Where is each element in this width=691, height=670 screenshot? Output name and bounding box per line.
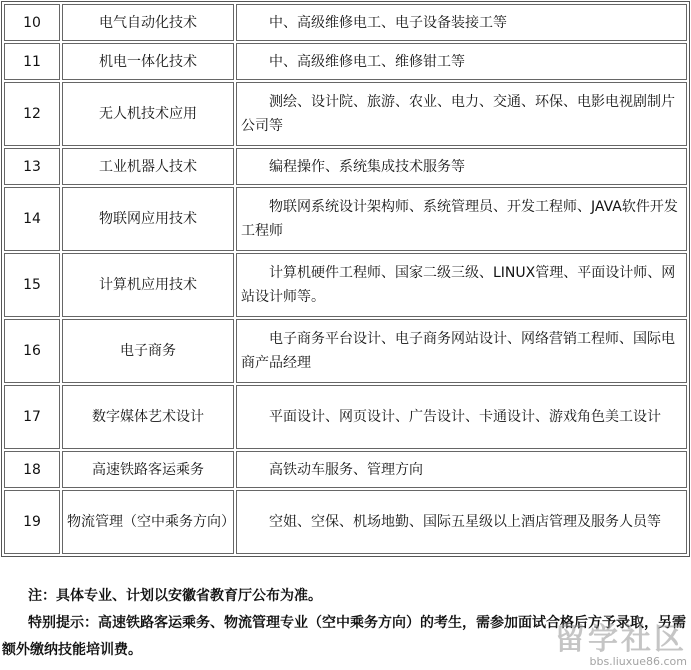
table-row [4,148,687,185]
table-row [4,319,687,383]
row-number: 11 [4,43,60,80]
row-number: 10 [4,4,60,41]
majors-table [1,1,690,557]
major-name: 工业机器人技术 [62,148,234,185]
career-cell [236,187,687,251]
career-text: 电子商务平台设计、电子商务网站设计、网络营销工程师、国际电商产品经理 [241,331,675,371]
row-number: 17 [4,385,60,449]
major-name: 物联网应用技术 [62,187,234,251]
row-number: 13 [4,148,60,185]
career-cell [236,148,687,185]
career-cell [236,43,687,80]
career-text: 测绘、设计院、旅游、农业、电力、交通、环保、电影电视剧制片公司等 [241,94,675,134]
table-row [4,82,687,146]
career-text: 中、高级维修电工、维修钳工等 [269,53,465,70]
row-number: 18 [4,451,60,488]
career-cell [236,4,687,41]
major-name: 无人机技术应用 [62,82,234,146]
career-cell [236,451,687,488]
watermark-logo: 留学社区 [555,622,687,657]
notes-section [2,583,691,664]
career-text: 物联网系统设计架构师、系统管理员、开发工程师、JAVA软件开发工程师 [241,199,678,239]
major-name: 数字媒体艺术设计 [62,385,234,449]
row-number: 14 [4,187,60,251]
career-cell [236,82,687,146]
special-notice-text: 特别提示：高速铁路客运乘务、物流管理专业（空中乘务方向）的考生，需参加面试合格后方予录取，另需额外缴纳技能培训费。 [2,615,686,658]
career-text: 高铁动车服务、管理方向 [269,461,423,478]
career-cell [236,319,687,383]
table-row [4,187,687,251]
table-row [4,43,687,80]
table-row [4,4,687,41]
major-name: 物流管理（空中乘务方向） [62,490,234,554]
career-cell [236,490,687,554]
row-number: 15 [4,253,60,317]
table-row [4,451,687,488]
career-text: 编程操作、系统集成技术服务等 [269,158,465,175]
note-text: 注：具体专业、计划以安徽省教育厅公布为准。 [28,588,322,604]
watermark-url: bbs.liuxue86.com [589,655,687,668]
table-row [4,490,687,554]
career-text: 平面设计、网页设计、广告设计、卡通设计、游戏角色美工设计 [269,409,661,425]
career-text: 空姐、空保、机场地勤、国际五星级以上酒店管理及服务人员等 [269,514,661,530]
major-name: 机电一体化技术 [62,43,234,80]
major-name: 计算机应用技术 [62,253,234,317]
career-cell [236,385,687,449]
major-name: 电气自动化技术 [62,4,234,41]
table-row [4,253,687,317]
major-name: 高速铁路客运乘务 [62,451,234,488]
career-text: 中、高级维修电工、电子设备装接工等 [269,14,507,31]
major-name: 电子商务 [62,319,234,383]
career-text: 计算机硬件工程师、国家二级三级、LINUX管理、平面设计师、网站设计师等。 [241,265,676,305]
table-row [4,385,687,449]
row-number: 12 [4,82,60,146]
row-number: 16 [4,319,60,383]
row-number: 19 [4,490,60,554]
career-cell [236,253,687,317]
